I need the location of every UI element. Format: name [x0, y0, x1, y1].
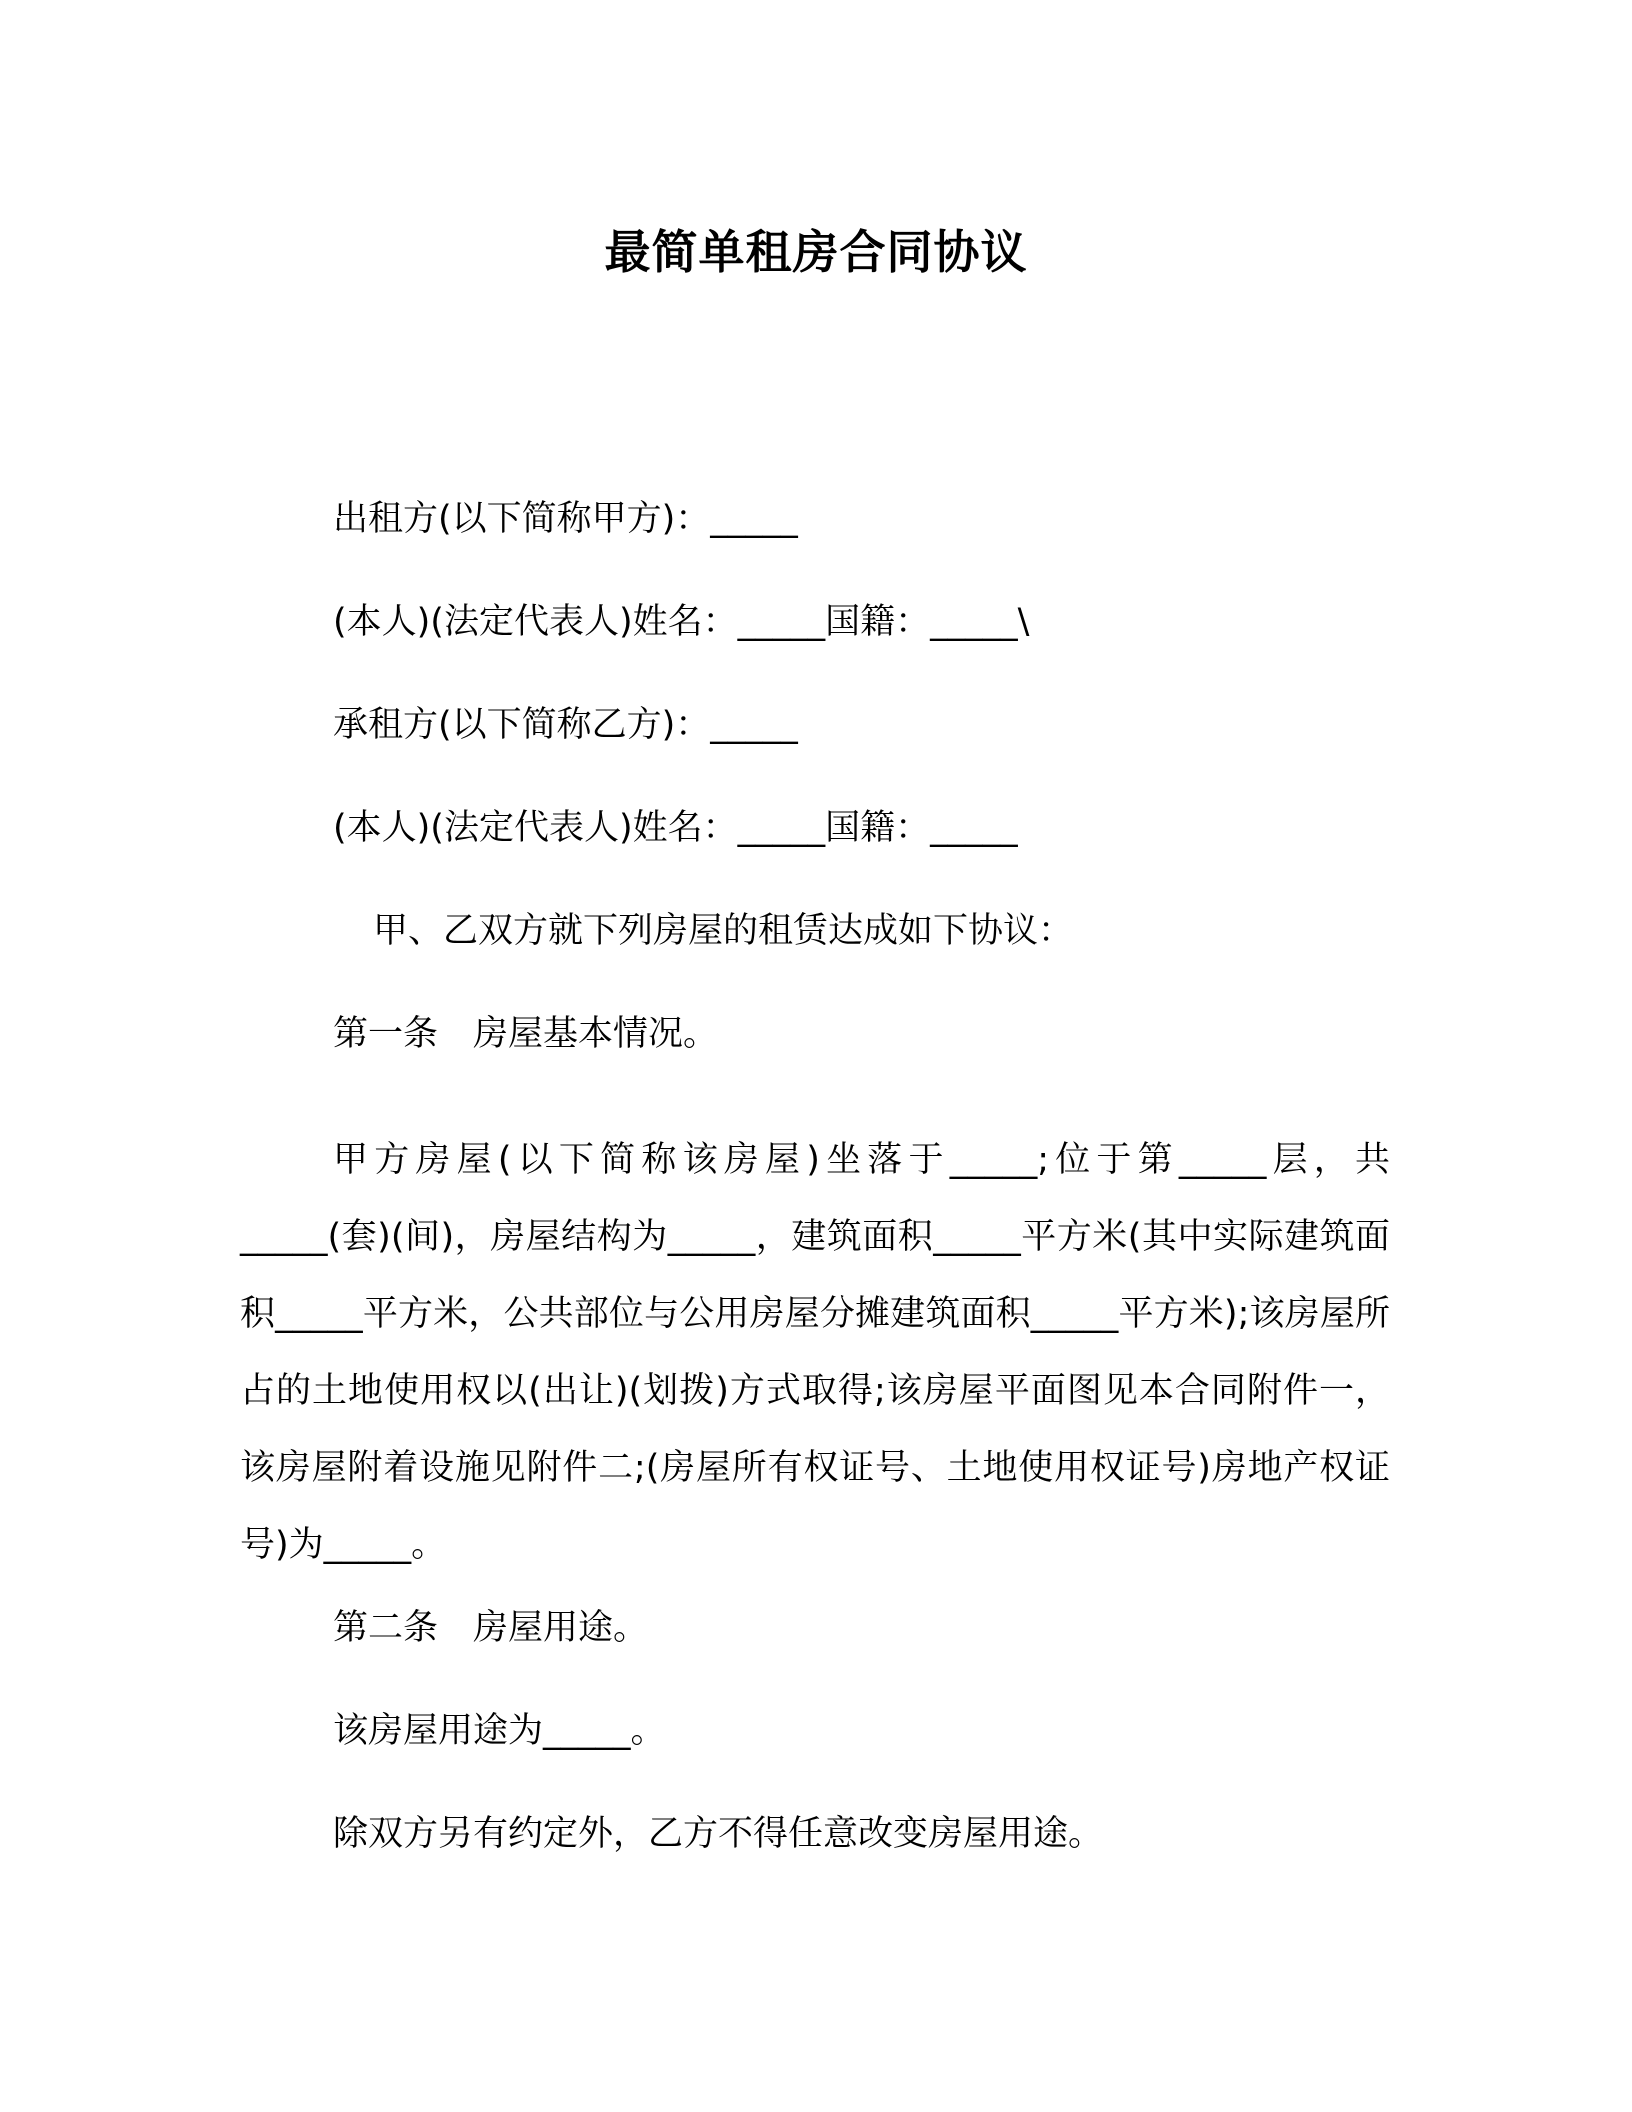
article-1-heading: 第一条 房屋基本情况。 [333, 1014, 719, 1054]
lessee-line: 承租方(以下简称乙方)：_____ [333, 705, 798, 745]
lessor-line: 出租方(以下简称甲方)：_____ [333, 499, 798, 539]
lessee-representative-line: (本人)(法定代表人)姓名：_____国籍：_____ [333, 808, 1018, 848]
lessor-representative-line: (本人)(法定代表人)姓名：_____国籍：_____\ [333, 602, 1030, 642]
article-2-heading: 第二条 房屋用途。 [333, 1608, 649, 1648]
article-2-usage-line: 该房屋用途为_____。 [333, 1711, 666, 1751]
agreement-intro: 甲、乙双方就下列房屋的租赁达成如下协议： [373, 911, 1074, 951]
article-1-body: 甲方房屋(以下简称该房屋)坐落于_____;位于第_____层，共_____(套)(间)，房屋结构为_____，建筑面积_____平方米(其中实际建筑面积_____平方米，公共部位与公用房屋分摊建筑面积_____平方米);该房屋所占的土地使用权以(出让)(划拨)方式取得;该房屋平面图见本合同附件一，该房屋附着设施见附件二;(房屋所有权证号、土地使用权证号)房地产权证号)为_____。 [240, 1140, 1390, 1565]
document-title: 最简单租房合同协议 [604, 225, 1028, 279]
article-2-restriction-line: 除双方另有约定外，乙方不得任意改变房屋用途。 [333, 1814, 1104, 1854]
